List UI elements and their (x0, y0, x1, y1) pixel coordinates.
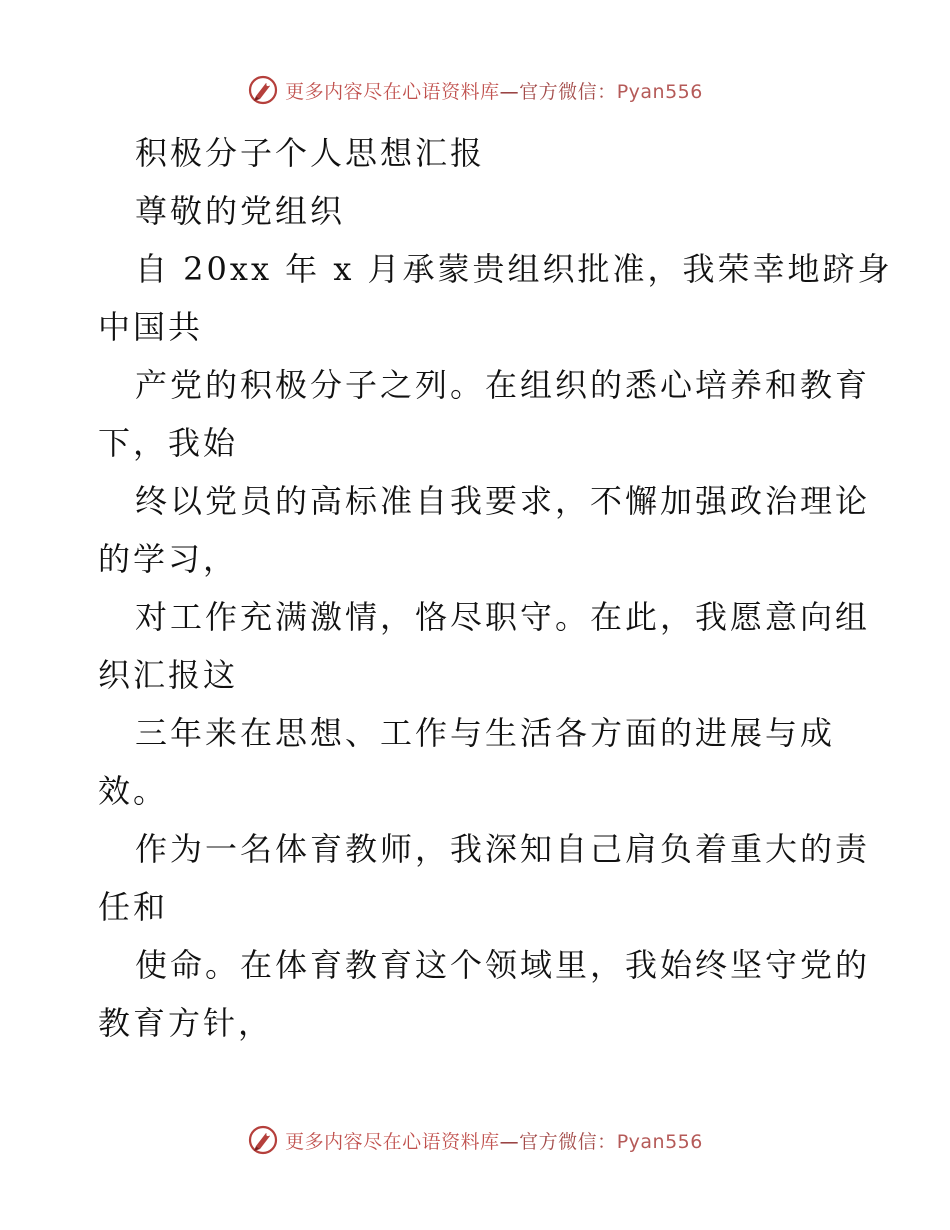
banner-content (247, 1124, 703, 1156)
banner-wechat-id: Pyan556 (616, 80, 703, 103)
doc-line: 中国共 (98, 308, 204, 346)
banner-text (285, 1127, 703, 1154)
doc-line: 效。 (98, 772, 169, 810)
doc-line: 三年来在思想、工作与生活各方面的进展与成 (135, 714, 836, 752)
footer-banner (0, 1120, 950, 1160)
pen-logo-icon (247, 74, 279, 106)
doc-line: 对工作充满激情，恪尽职守。在此，我愿意向组 (135, 598, 871, 636)
doc-line: 下，我始 (98, 424, 239, 462)
banner-wechat-label: 官方微信： (519, 1130, 617, 1153)
header-banner (0, 70, 950, 110)
doc-line: 产党的积极分子之列。在组织的悉心培养和教育 (135, 366, 871, 404)
doc-line: 终以党员的高标准自我要求，不懈加强政治理论 (135, 482, 871, 520)
doc-line: 自 20xx 年 x 月承蒙贵组织批准，我荣幸地跻身 (135, 250, 893, 288)
banner-wechat-label: 官方微信： (519, 80, 617, 103)
pen-logo-icon (247, 1124, 279, 1156)
doc-line: 任和 (98, 888, 169, 926)
banner-wechat-id: Pyan556 (616, 1130, 703, 1153)
doc-line: 教育方针， (98, 1004, 274, 1042)
doc-line: 织汇报这 (98, 656, 239, 694)
doc-line: 的学习， (98, 540, 239, 578)
banner-slogan: 更多内容尽在心语资料库 (285, 80, 500, 103)
doc-line: 作为一名体育教师，我深知自己肩负着重大的责 (135, 830, 871, 868)
banner-text (285, 77, 703, 104)
doc-salutation: 尊敬的党组织 (135, 192, 346, 230)
doc-title: 积极分子个人思想汇报 (135, 134, 486, 172)
document-body (98, 124, 893, 1052)
doc-line: 使命。在体育教育这个领域里，我始终坚守党的 (135, 946, 871, 984)
banner-slogan: 更多内容尽在心语资料库 (285, 1130, 500, 1153)
banner-dash: — (499, 1130, 520, 1153)
banner-content (247, 74, 703, 106)
banner-dash: — (499, 80, 520, 103)
